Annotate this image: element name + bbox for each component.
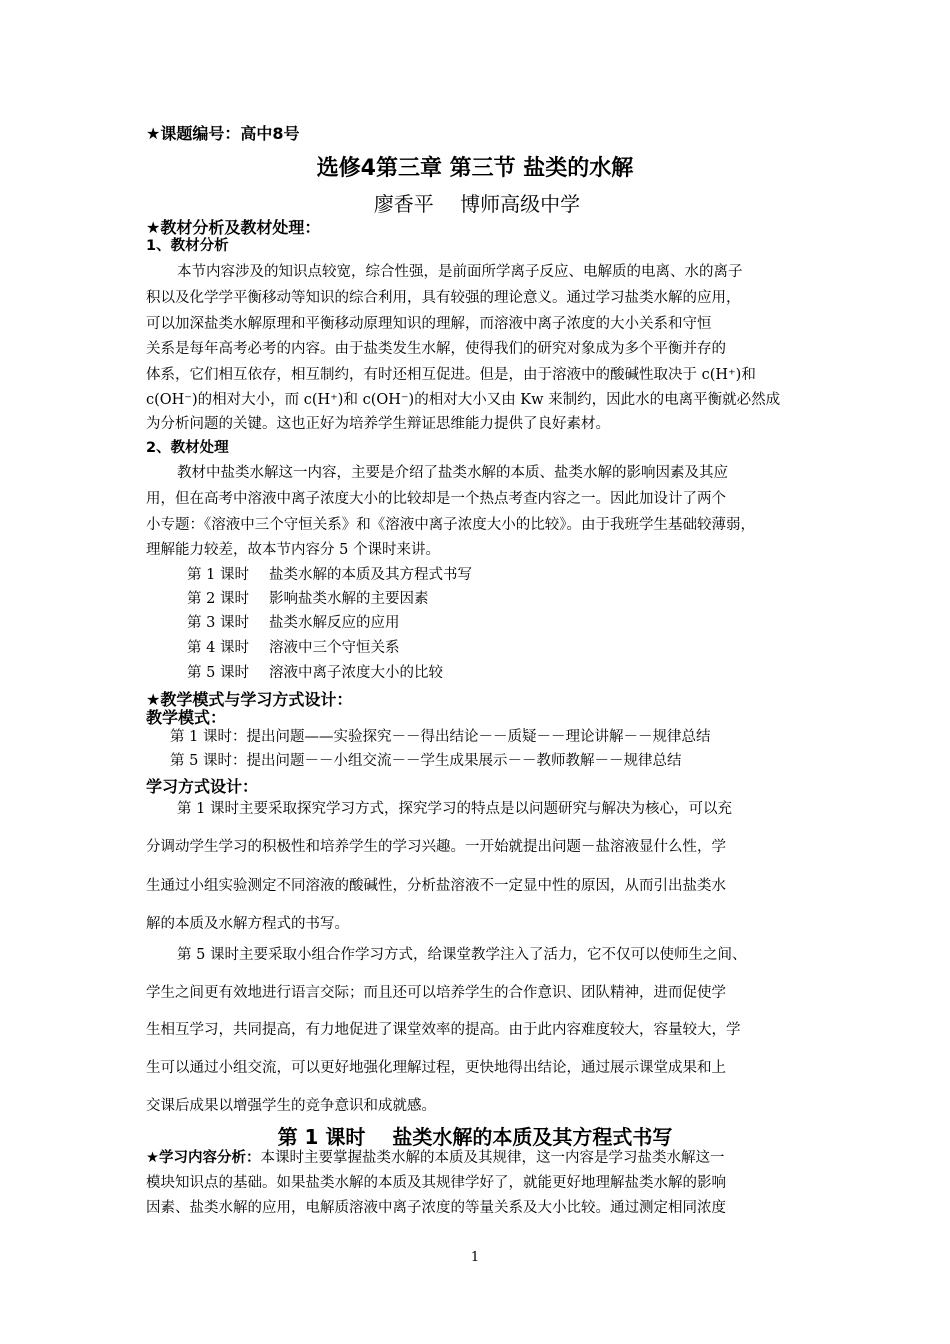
section-heading-teaching: ★教学模式与学习方式设计： <box>146 690 353 709</box>
lesson-item <box>187 663 443 683</box>
paragraph-line: 积以及化学学平衡移动等知识的综合利用，具有较强的理论意义。通过学习盐类水解的应用， <box>146 290 741 306</box>
lesson-topic: 溶液中离子浓度大小的比较 <box>269 665 443 681</box>
page-number: 1 <box>470 1250 480 1265</box>
lesson-item <box>187 565 472 585</box>
topic-code: ★课题编号：高中8号 <box>146 124 300 143</box>
subheading-study-design: 学习方式设计： <box>146 777 259 796</box>
paragraph-line: 解的本质及水解方程式的书写。 <box>146 916 349 932</box>
paragraph-line: 分调动学生学习的积极性和培养学生的学习兴趣。一开始就提出问题－盐溶液显什么性，学 <box>146 839 726 855</box>
paragraph-line: 因素、盐类水解的应用，电解质溶液中离子浓度的等量关系及大小比较。通过测定相同浓度 <box>146 1200 726 1216</box>
lesson-topic: 溶液中三个守恒关系 <box>269 640 400 656</box>
lesson-number: 第 4 课时 <box>187 640 249 656</box>
paragraph-line: 可以加深盐类水解原理和平衡移动原理知识的理解，而溶液中离子浓度的大小关系和守恒 <box>146 316 712 332</box>
author-line: 廖香平 博师高级中学 <box>373 192 581 216</box>
analysis-text: 本课时主要掌握盐类水解的本质及其规律，这一内容是学习盐类水解这一 <box>260 1150 725 1166</box>
paragraph-line: 模块知识点的基础。如果盐类水解的本质及其规律学好了，就能更好地理解盐类水解的影响 <box>146 1175 726 1191</box>
lesson-topic: 盐类水解反应的应用 <box>269 615 400 631</box>
paragraph-line: 关系是每年高考必考的内容。由于盐类发生水解，使得我们的研究对象成为多个平衡并存的 <box>146 341 726 357</box>
paragraph-line: 学生之间更有效地进行语言交际；而且还可以培养学生的合作意识、团队精神，进而促使学 <box>146 985 726 1001</box>
lesson-item <box>187 613 400 633</box>
teaching-mode-line: 第 1 课时：提出问题——实验探究－－得出结论－－质疑－－理论讲解－－规律总结 <box>170 729 711 745</box>
teaching-mode-line: 第 5 课时：提出问题－－小组交流－－学生成果展示－－教师教解－－规律总结 <box>170 753 682 769</box>
paragraph-line: 第 1 课时主要采取探究学习方式，探究学习的特点是以问题研究与解决为核心，可以充 <box>177 801 732 817</box>
paragraph-line: 小专题：《溶液中三个守恒关系》和《溶液中离子浓度大小的比较》。由于我班学生基础较薄弱， <box>146 517 755 533</box>
paragraph-line <box>146 1148 725 1168</box>
paragraph-line: c(OH⁻)的相对大小，而 c(H⁺)和 c(OH⁻)的相对大小又由 Kw 来制约，因此水的电离平衡就必然成 <box>146 392 781 408</box>
paragraph-line: 本节内容涉及的知识点较宽，综合性强，是前面所学离子反应、电解质的电离、水的离子 <box>177 264 743 280</box>
paragraph-line: 生通过小组实验测定不同溶液的酸碱性，分析盐溶液不一定显中性的原因，从而引出盐类水 <box>146 878 726 894</box>
paragraph-line: 教材中盐类水解这一内容，主要是介绍了盐类水解的本质、盐类水解的影响因素及其应 <box>177 465 728 481</box>
paragraph-line: 交课后成果以增强学生的竞争意识和成就感。 <box>146 1098 436 1114</box>
subheading-analysis: 1、教材分析 <box>146 238 229 254</box>
lesson-number: 第 3 课时 <box>187 615 249 631</box>
paragraph-line: 用，但在高考中溶液中离子浓度大小的比较却是一个热点考查内容之一。因此加设计了两个 <box>146 491 726 507</box>
lesson-number: 第 2 课时 <box>187 591 249 607</box>
analysis-label: ★学习内容分析： <box>146 1150 261 1166</box>
subheading-processing: 2、教材处理 <box>146 440 229 456</box>
paragraph-line: 理解能力较差，故本节内容分 5 个课时来讲。 <box>146 542 440 558</box>
paragraph-line: 第 5 课时主要采取小组合作学习方式，给课堂教学注入了活力，它不仅可以使师生之间、 <box>177 947 747 963</box>
lesson-topic: 影响盐类水解的主要因素 <box>269 591 429 607</box>
subheading-teaching-mode: 教学模式： <box>146 708 227 727</box>
lesson1-title: 第 1 课时 盐类水解的本质及其方程式书写 <box>277 1125 673 1149</box>
paragraph-line: 生可以通过小组交流，可以更好地强化理解过程，更快地得出结论，通过展示课堂成果和上 <box>146 1060 726 1076</box>
lesson-number: 第 1 课时 <box>187 567 249 583</box>
section-heading-materials: ★教材分析及教材处理： <box>146 218 321 237</box>
lesson-number: 第 5 课时 <box>187 665 249 681</box>
lesson-topic: 盐类水解的本质及其方程式书写 <box>269 567 472 583</box>
page-title: 选修4第三章 第三节 盐类的水解 <box>316 156 634 181</box>
lesson-item <box>187 589 429 609</box>
paragraph-line: 生相互学习，共同提高，有力地促进了课堂效率的提高。由于此内容难度较大，容量较大，学 <box>146 1022 741 1038</box>
paragraph-line: 为分析问题的关键。这也正好为培养学生辩证思维能力提供了良好素材。 <box>146 416 610 432</box>
lesson-item <box>187 638 400 658</box>
paragraph-line: 体系，它们相互依存，相互制约，有时还相互促进。但是，由于溶液中的酸碱性取决于 c(H⁺)和 <box>146 367 756 383</box>
